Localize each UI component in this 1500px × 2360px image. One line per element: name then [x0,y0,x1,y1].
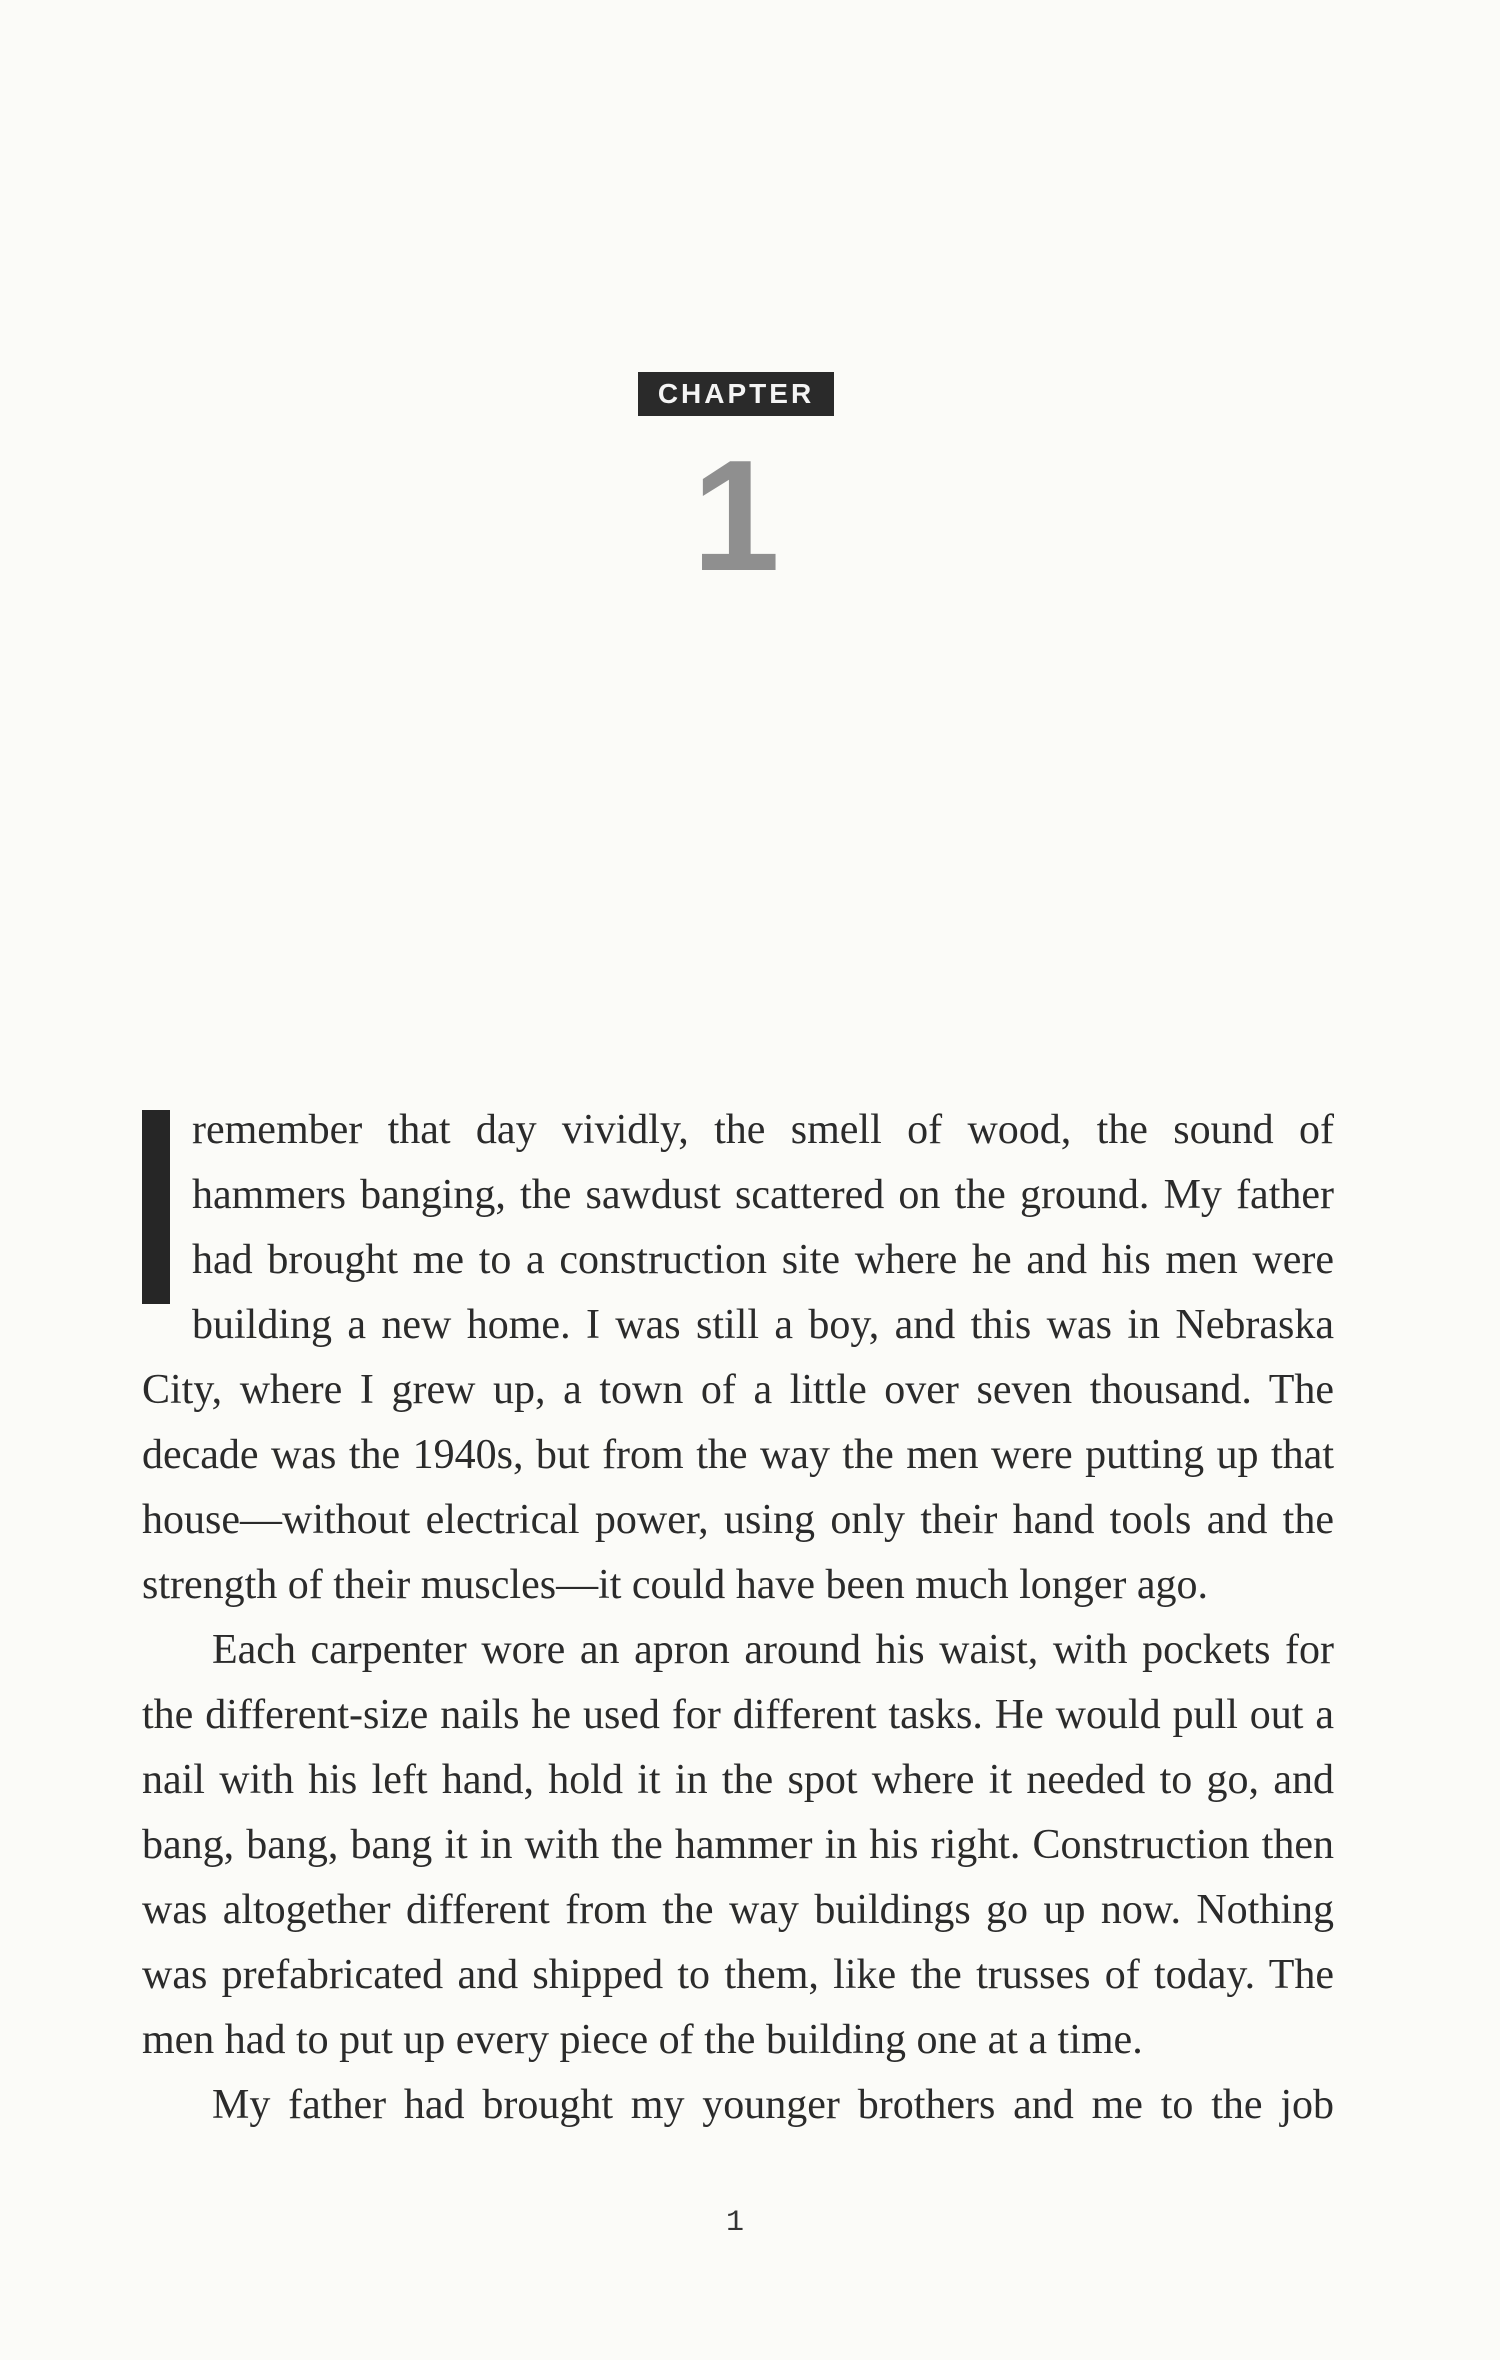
chapter-label: CHAPTER [638,372,834,416]
paragraph-2: Each carpenter wore an apron around his waist, with pockets for the different-size nails he used for different tasks. He would pull out a nail with his left hand, hold it in the spot where it needed to go, and bang, bang, bang it in with the hammer in his right. Construction then was altogether different from the way buildings go up now. Nothing was prefabricated and shipped to them, like the trusses of today. The men had to put up every piece of the building one at a time. [142,1627,1334,2063]
paragraph-1 [142,1098,1334,1618]
paragraph-3: My father had brought my younger brothers and me to the job [212,2082,1334,2128]
paragraph-1-text: remember that day vividly, the smell of wood, the sound of hammers banging, the sawdust scattered on the ground. My father had brought me to a construction site where he and his men were building a new home. I was still a boy, and this was in Nebraska City, where I grew up, a town of a little over seven thousand. The decade was the 1940s, but from the way the men were putting up that house—without electrical power, using only their hand tools and the strength of their muscles—it could have been much longer ago. [142,1107,1334,1608]
chapter-body [142,1098,1334,2138]
chapter-number: 1 [692,428,780,604]
page-number: 1 [725,2206,744,2240]
drop-cap [142,1110,170,1304]
